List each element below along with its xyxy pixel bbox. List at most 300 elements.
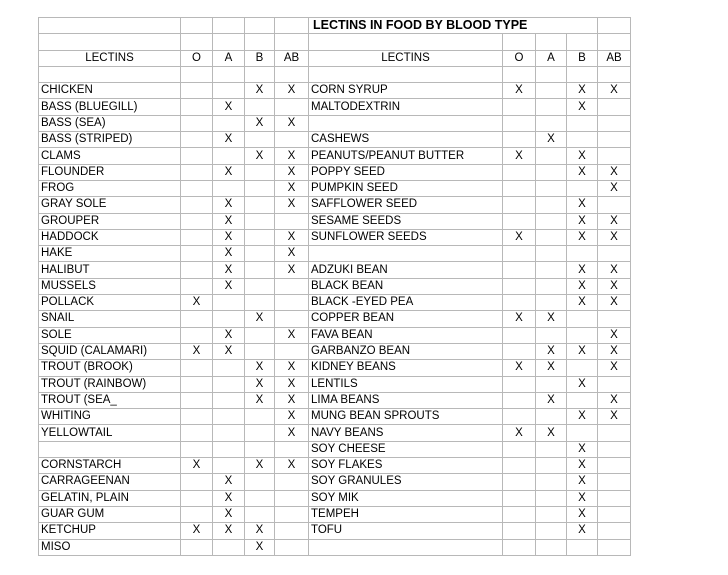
mark-cell: X (598, 83, 631, 99)
mark-cell (598, 458, 631, 474)
mark-cell (598, 311, 631, 327)
table-row (39, 490, 631, 506)
table-row (39, 83, 631, 99)
header-cell-a-left: A (213, 50, 245, 66)
food-name-cell: CARRAGEENAN (39, 474, 181, 490)
mark-cell: X (598, 262, 631, 278)
mark-cell (503, 262, 536, 278)
mark-cell (181, 360, 213, 376)
table-row (39, 458, 631, 474)
mark-cell (275, 132, 309, 148)
mark-cell (181, 132, 213, 148)
food-name-cell: WHITING (39, 409, 181, 425)
mark-cell (598, 66, 631, 82)
food-name-cell: SOLE (39, 327, 181, 343)
mark-cell (181, 441, 213, 457)
mark-cell (536, 327, 567, 343)
food-name-cell (39, 441, 181, 457)
mark-cell (245, 425, 275, 441)
header-cell-ab-right: AB (598, 50, 631, 66)
table-row (39, 180, 631, 196)
mark-cell (275, 311, 309, 327)
mark-cell (598, 115, 631, 131)
cell (598, 18, 631, 34)
mark-cell: X (245, 392, 275, 408)
food-name-cell: ADZUKI BEAN (309, 262, 503, 278)
table-row (39, 148, 631, 164)
food-name-cell: FAVA BEAN (309, 327, 503, 343)
mark-cell (503, 392, 536, 408)
mark-cell (536, 148, 567, 164)
mark-cell (181, 425, 213, 441)
food-name-cell: HALIBUT (39, 262, 181, 278)
food-name-cell: SNAIL (39, 311, 181, 327)
mark-cell: X (275, 229, 309, 245)
table-row (39, 360, 631, 376)
mark-cell (536, 83, 567, 99)
mark-cell: X (275, 425, 309, 441)
mark-cell: X (213, 213, 245, 229)
mark-cell: X (245, 376, 275, 392)
mark-cell (245, 327, 275, 343)
mark-cell (181, 311, 213, 327)
cell (536, 34, 567, 50)
mark-cell: X (213, 490, 245, 506)
mark-cell (245, 99, 275, 115)
mark-cell (245, 262, 275, 278)
mark-cell (181, 327, 213, 343)
mark-cell: X (275, 262, 309, 278)
cell (598, 34, 631, 50)
mark-cell: X (567, 343, 598, 359)
food-name-cell: CORN SYRUP (309, 83, 503, 99)
food-name-cell: MUNG BEAN SPROUTS (309, 409, 503, 425)
food-name-cell: POLLACK (39, 295, 181, 311)
food-name-cell: SOY GRANULES (309, 474, 503, 490)
food-name-cell: CHICKEN (39, 83, 181, 99)
mark-cell (567, 246, 598, 262)
mark-cell: X (275, 115, 309, 131)
mark-cell (536, 523, 567, 539)
food-name-cell: TROUT (RAINBOW) (39, 376, 181, 392)
food-name-cell: GUAR GUM (39, 506, 181, 522)
mark-cell (275, 295, 309, 311)
food-name-cell: NAVY BEANS (309, 425, 503, 441)
mark-cell (536, 490, 567, 506)
table-row (39, 506, 631, 522)
mark-cell: X (275, 83, 309, 99)
mark-cell (536, 441, 567, 457)
mark-cell (503, 343, 536, 359)
mark-cell (536, 278, 567, 294)
food-name-cell: SOY FLAKES (309, 458, 503, 474)
header-cell-lectins-right: LECTINS (309, 50, 503, 66)
mark-cell (503, 539, 536, 555)
mark-cell (213, 458, 245, 474)
table-row (39, 295, 631, 311)
table-row (39, 523, 631, 539)
mark-cell (567, 539, 598, 555)
mark-cell: X (598, 180, 631, 196)
mark-cell (503, 441, 536, 457)
mark-cell: X (213, 197, 245, 213)
mark-cell (275, 506, 309, 522)
mark-cell (181, 213, 213, 229)
mark-cell (536, 115, 567, 131)
food-name-cell: CORNSTARCH (39, 458, 181, 474)
food-name-cell: BASS (BLUEGILL) (39, 99, 181, 115)
mark-cell (536, 197, 567, 213)
mark-cell (536, 213, 567, 229)
mark-cell (503, 99, 536, 115)
food-name-cell: HAKE (39, 246, 181, 262)
header-cell-o-right: O (503, 50, 536, 66)
food-name-cell (309, 66, 503, 82)
mark-cell: X (275, 376, 309, 392)
mark-cell (213, 441, 245, 457)
table-row (39, 66, 631, 82)
mark-cell: X (567, 213, 598, 229)
mark-cell (598, 376, 631, 392)
mark-cell (503, 458, 536, 474)
mark-cell: X (245, 539, 275, 555)
mark-cell (503, 409, 536, 425)
mark-cell: X (245, 523, 275, 539)
food-name-cell: GRAY SOLE (39, 197, 181, 213)
mark-cell (181, 506, 213, 522)
mark-cell (567, 392, 598, 408)
mark-cell (181, 180, 213, 196)
mark-cell: X (536, 360, 567, 376)
mark-cell (213, 148, 245, 164)
food-name-cell: YELLOWTAIL (39, 425, 181, 441)
food-name-cell (309, 539, 503, 555)
mark-cell: X (567, 164, 598, 180)
mark-cell: X (245, 148, 275, 164)
mark-cell: X (536, 132, 567, 148)
mark-cell (275, 539, 309, 555)
mark-cell: X (275, 458, 309, 474)
mark-cell (245, 506, 275, 522)
mark-cell: X (598, 213, 631, 229)
mark-cell (181, 278, 213, 294)
title-row (39, 18, 631, 34)
food-name-cell: MUSSELS (39, 278, 181, 294)
mark-cell (245, 197, 275, 213)
mark-cell (536, 262, 567, 278)
mark-cell: X (275, 409, 309, 425)
mark-cell (245, 343, 275, 359)
food-name-cell (39, 66, 181, 82)
mark-cell (536, 295, 567, 311)
mark-cell (275, 278, 309, 294)
mark-cell: X (567, 99, 598, 115)
mark-cell (598, 132, 631, 148)
mark-cell (213, 376, 245, 392)
mark-cell (213, 539, 245, 555)
table-row (39, 197, 631, 213)
mark-cell (275, 523, 309, 539)
mark-cell (503, 523, 536, 539)
mark-cell (245, 66, 275, 82)
mark-cell (567, 132, 598, 148)
mark-cell (245, 490, 275, 506)
mark-cell (598, 425, 631, 441)
mark-cell: X (567, 148, 598, 164)
food-name-cell: SAFFLOWER SEED (309, 197, 503, 213)
table-row (39, 99, 631, 115)
mark-cell (567, 425, 598, 441)
table-row (39, 539, 631, 555)
mark-cell (181, 115, 213, 131)
mark-cell: X (503, 425, 536, 441)
mark-cell (245, 132, 275, 148)
mark-cell (503, 327, 536, 343)
food-name-cell: BASS (SEA) (39, 115, 181, 131)
mark-cell: X (598, 229, 631, 245)
food-name-cell: BASS (STRIPED) (39, 132, 181, 148)
mark-cell: X (213, 164, 245, 180)
food-name-cell: SUNFLOWER SEEDS (309, 229, 503, 245)
mark-cell: X (275, 360, 309, 376)
header-cell-lectins-left: LECTINS (39, 50, 181, 66)
mark-cell (567, 360, 598, 376)
food-name-cell: SESAME SEEDS (309, 213, 503, 229)
mark-cell: X (245, 83, 275, 99)
header-cell-b-right: B (567, 50, 598, 66)
mark-cell: X (536, 392, 567, 408)
mark-cell (181, 229, 213, 245)
mark-cell (181, 376, 213, 392)
table-row (39, 115, 631, 131)
mark-cell: X (213, 278, 245, 294)
mark-cell: X (567, 295, 598, 311)
food-name-cell: SOY MIK (309, 490, 503, 506)
mark-cell (245, 409, 275, 425)
table-row (39, 262, 631, 278)
mark-cell (213, 180, 245, 196)
mark-cell: X (598, 164, 631, 180)
mark-cell: X (598, 343, 631, 359)
cell (213, 34, 245, 50)
mark-cell (245, 180, 275, 196)
mark-cell: X (213, 246, 245, 262)
table-row (39, 311, 631, 327)
mark-cell: X (567, 262, 598, 278)
mark-cell (275, 343, 309, 359)
table-row (39, 474, 631, 490)
mark-cell (181, 392, 213, 408)
mark-cell (245, 246, 275, 262)
cell (181, 18, 213, 34)
mark-cell (181, 99, 213, 115)
mark-cell: X (275, 148, 309, 164)
mark-cell: X (181, 458, 213, 474)
food-name-cell: BLACK BEAN (309, 278, 503, 294)
mark-cell: X (275, 327, 309, 343)
mark-cell (598, 506, 631, 522)
mark-cell: X (536, 343, 567, 359)
table-row (39, 213, 631, 229)
mark-cell (503, 197, 536, 213)
mark-cell (181, 539, 213, 555)
mark-cell (213, 311, 245, 327)
food-name-cell: KIDNEY BEANS (309, 360, 503, 376)
mark-cell: X (245, 458, 275, 474)
mark-cell (245, 229, 275, 245)
table-body (39, 18, 631, 556)
mark-cell (536, 376, 567, 392)
mark-cell: X (567, 490, 598, 506)
mark-cell (245, 278, 275, 294)
food-name-cell: FROG (39, 180, 181, 196)
cell (213, 18, 245, 34)
food-name-cell: HADDOCK (39, 229, 181, 245)
header-row (39, 50, 631, 66)
mark-cell (181, 490, 213, 506)
mark-cell (503, 164, 536, 180)
mark-cell: X (567, 441, 598, 457)
mark-cell: X (275, 180, 309, 196)
mark-cell (567, 180, 598, 196)
mark-cell: X (275, 392, 309, 408)
food-name-cell: SQUID (CALAMARI) (39, 343, 181, 359)
table-row (39, 327, 631, 343)
mark-cell: X (213, 474, 245, 490)
mark-cell: X (598, 360, 631, 376)
mark-cell: X (213, 523, 245, 539)
mark-cell: X (567, 523, 598, 539)
mark-cell (503, 474, 536, 490)
table-row (39, 409, 631, 425)
food-name-cell: SOY CHEESE (309, 441, 503, 457)
mark-cell: X (567, 506, 598, 522)
mark-cell: X (245, 311, 275, 327)
mark-cell (245, 441, 275, 457)
food-name-cell (309, 115, 503, 131)
mark-cell: X (181, 295, 213, 311)
lectins-table (38, 17, 631, 556)
mark-cell: X (567, 197, 598, 213)
mark-cell (567, 311, 598, 327)
mark-cell (245, 474, 275, 490)
food-name-cell (309, 246, 503, 262)
mark-cell (275, 474, 309, 490)
mark-cell: X (567, 278, 598, 294)
mark-cell (213, 360, 245, 376)
cell (275, 34, 309, 50)
mark-cell (536, 229, 567, 245)
table-row (39, 343, 631, 359)
mark-cell (598, 148, 631, 164)
mark-cell (213, 66, 245, 82)
mark-cell (181, 83, 213, 99)
food-name-cell: TROUT (BROOK) (39, 360, 181, 376)
cell (275, 18, 309, 34)
mark-cell (503, 213, 536, 229)
mark-cell: X (181, 523, 213, 539)
mark-cell (181, 409, 213, 425)
mark-cell (181, 66, 213, 82)
food-name-cell: PEANUTS/PEANUT BUTTER (309, 148, 503, 164)
mark-cell: X (213, 229, 245, 245)
mark-cell: X (245, 360, 275, 376)
mark-cell (181, 474, 213, 490)
cell (181, 34, 213, 50)
mark-cell: X (567, 458, 598, 474)
table-row (39, 132, 631, 148)
mark-cell (503, 246, 536, 262)
mark-cell (213, 115, 245, 131)
food-name-cell: COPPER BEAN (309, 311, 503, 327)
mark-cell (275, 99, 309, 115)
food-name-cell: GROUPER (39, 213, 181, 229)
mark-cell: X (503, 148, 536, 164)
table-row (39, 229, 631, 245)
mark-cell (598, 490, 631, 506)
mark-cell (213, 83, 245, 99)
mark-cell (536, 458, 567, 474)
mark-cell (503, 506, 536, 522)
food-name-cell: LIMA BEANS (309, 392, 503, 408)
mark-cell: X (245, 115, 275, 131)
mark-cell: X (503, 311, 536, 327)
mark-cell (503, 490, 536, 506)
table-row (39, 246, 631, 262)
mark-cell (503, 278, 536, 294)
cell (503, 34, 536, 50)
food-name-cell: FLOUNDER (39, 164, 181, 180)
mark-cell: X (213, 343, 245, 359)
mark-cell: X (598, 278, 631, 294)
food-name-cell: PUMPKIN SEED (309, 180, 503, 196)
header-cell-a-right: A (536, 50, 567, 66)
mark-cell (275, 441, 309, 457)
mark-cell (536, 409, 567, 425)
mark-cell: X (567, 409, 598, 425)
mark-cell: X (503, 83, 536, 99)
cell (309, 34, 503, 50)
mark-cell: X (567, 376, 598, 392)
mark-cell: X (598, 409, 631, 425)
mark-cell (536, 99, 567, 115)
food-name-cell: MISO (39, 539, 181, 555)
table-row (39, 164, 631, 180)
mark-cell: X (275, 164, 309, 180)
mark-cell (503, 115, 536, 131)
mark-cell (598, 197, 631, 213)
mark-cell (503, 180, 536, 196)
mark-cell: X (567, 83, 598, 99)
mark-cell (245, 295, 275, 311)
cell (39, 18, 181, 34)
mark-cell (536, 506, 567, 522)
table-row (39, 278, 631, 294)
mark-cell (181, 148, 213, 164)
mark-cell (536, 246, 567, 262)
table-row (39, 425, 631, 441)
food-name-cell: KETCHUP (39, 523, 181, 539)
mark-cell (245, 164, 275, 180)
mark-cell: X (536, 311, 567, 327)
mark-cell (181, 262, 213, 278)
mark-cell (567, 115, 598, 131)
mark-cell: X (213, 262, 245, 278)
mark-cell: X (598, 327, 631, 343)
food-name-cell: MALTODEXTRIN (309, 99, 503, 115)
mark-cell: X (181, 343, 213, 359)
table-title: LECTINS IN FOOD BY BLOOD TYPE (309, 18, 598, 34)
